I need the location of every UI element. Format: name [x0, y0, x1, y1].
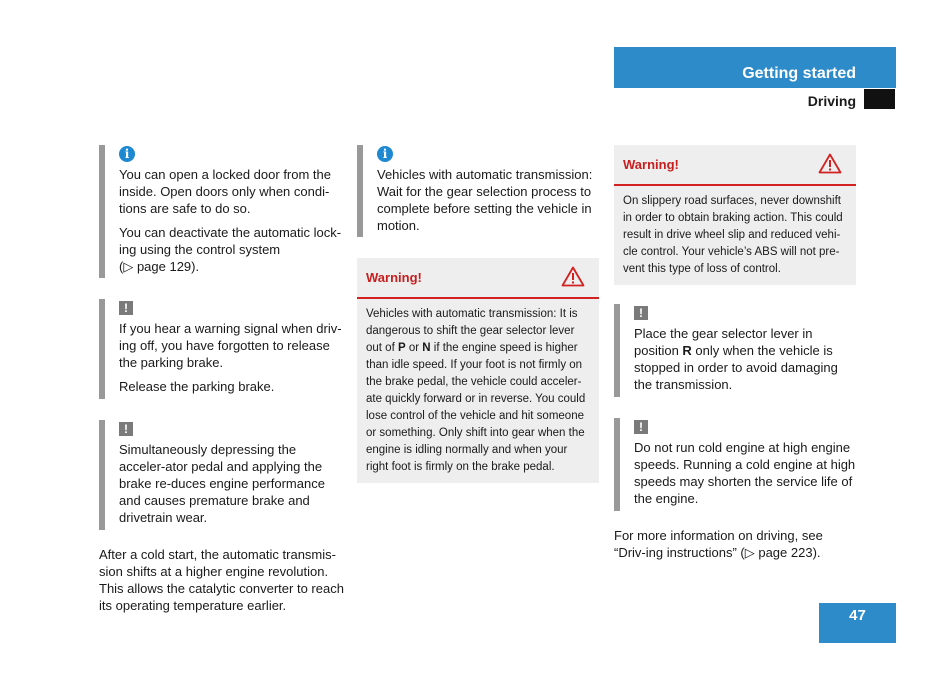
section-marker [864, 89, 895, 109]
paragraph-text: For more information on driving, see “Driv-ing instructions” (▷ page 223). [614, 528, 823, 560]
note-text: Release the parking brake. [119, 379, 275, 394]
warning-box [614, 145, 856, 285]
note-text: Vehicles with automatic transmission: Wait for the gear selection process to complete before setting the vehicle in motion. [377, 167, 593, 233]
caution-icon: ! [119, 301, 133, 315]
note-text: Place the gear selector lever in position R only when the vehicle is stopped in order to avoid damaging the transmission. [634, 326, 838, 392]
page-number: 47 [819, 603, 896, 643]
paragraph-text: After a cold start, the automatic transmis-sion shifts at a higher engine revolution. This allows the catalytic converter to reach its operating temperature earlier. [99, 547, 344, 613]
warning-header [357, 258, 599, 299]
info-icon: i [377, 146, 393, 162]
note-text: If you hear a warning signal when driv-ing off, you have forgotten to release the parking brake. [119, 321, 342, 370]
info-note [99, 145, 344, 278]
column-3 [614, 145, 856, 561]
warning-triangle-icon [818, 153, 842, 174]
column-1 [99, 145, 344, 614]
info-icon: i [119, 146, 135, 162]
caution-note [614, 304, 856, 397]
note-text: You can open a locked door from the inside. Open doors only when condi-tions are safe to do so. [119, 167, 331, 216]
subsection-title: Driving [807, 93, 856, 109]
note-text: You can deactivate the automatic lock-ing using the control system [119, 225, 342, 257]
caution-note [99, 420, 344, 530]
warning-text: On slippery road surfaces, never downshift in order to obtain braking action. This could result in drive wheel slip and reduced vehi-cle control. Your vehicle’s ABS will not pre-vent this type of loss of control. [623, 195, 843, 275]
page-reference: (▷ page 129). [119, 259, 200, 274]
warning-triangle-icon [561, 266, 585, 287]
caution-note [614, 418, 856, 511]
warning-header [614, 145, 856, 186]
caution-icon: ! [634, 420, 648, 434]
info-note [357, 145, 599, 237]
caution-note [99, 299, 344, 399]
section-title: Getting started [742, 65, 856, 82]
note-text: Do not run cold engine at high engine speeds. Running a cold engine at high speeds may shorten the service life of the engine. [634, 440, 856, 506]
warning-box [357, 258, 599, 483]
warning-title: Warning! [366, 270, 422, 285]
column-2 [357, 145, 599, 483]
body-paragraph [614, 527, 856, 561]
caution-icon: ! [119, 422, 133, 436]
note-text: Simultaneously depressing the acceler-ator pedal and applying the brake re-duces engine performance and causes premature brake and drivetrain wear. [119, 442, 325, 525]
header-bar [614, 47, 896, 88]
caution-icon: ! [634, 306, 648, 320]
warning-text: Vehicles with automatic transmission: It is dangerous to shift the gear selector lever out of P or N if the engine speed is higher than idle speed. If your foot is not firmly on the brake pedal, the vehicle could acceler-ate quickly forward or in reverse. You could lose control of the vehicle and hit someone or something. Only shift into gear when the engine is idling normally and when your right foot is firmly on the brake pedal. [366, 308, 586, 473]
warning-title: Warning! [623, 157, 679, 172]
body-paragraph [99, 546, 344, 614]
